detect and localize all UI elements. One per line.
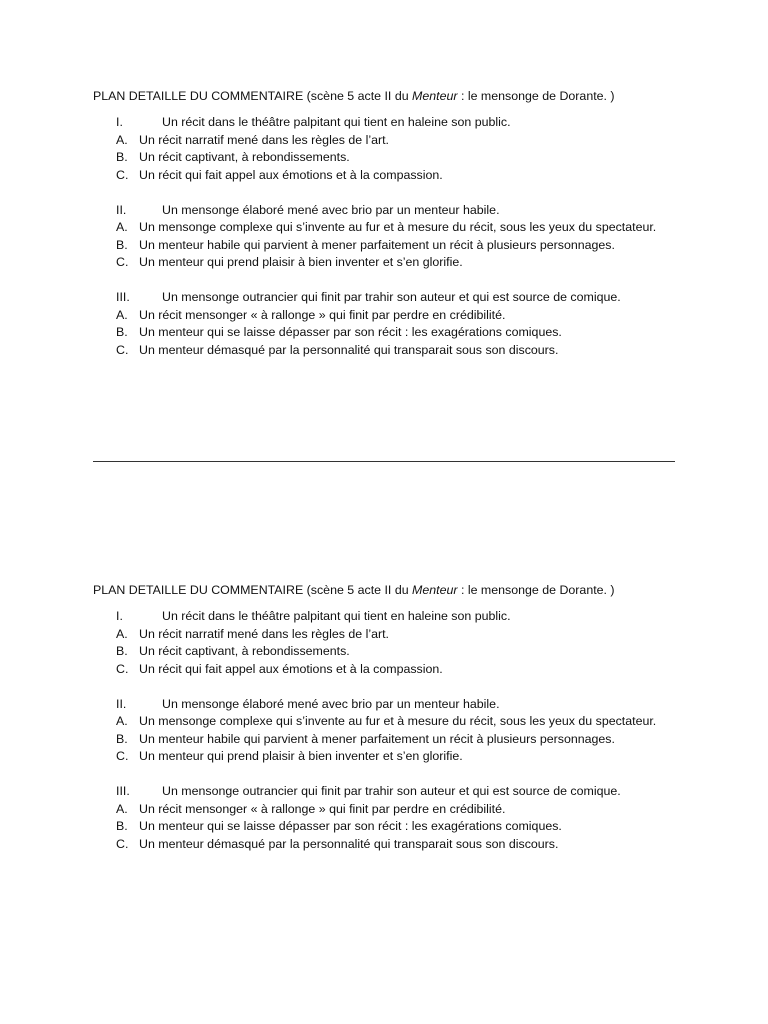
- sub-item-text: Un récit captivant, à rebondissements.: [139, 150, 350, 164]
- title-suffix: : le mensonge de Dorante. ): [457, 89, 615, 103]
- part-number: III.: [116, 290, 130, 304]
- sub-item: [93, 836, 693, 854]
- plan-title: [93, 88, 693, 105]
- sub-letter: B.: [116, 237, 128, 252]
- part-number: III.: [116, 784, 130, 798]
- sub-letter: B.: [116, 644, 128, 658]
- sub-item: [93, 149, 693, 167]
- title-prefix: PLAN DETAILLE DU COMMENTAIRE (scène 5 acte II du: [93, 89, 413, 103]
- sub-item: [93, 237, 693, 255]
- sub-letter: B.: [116, 150, 128, 164]
- sub-item-text: Un récit qui fait appel aux émotions et à la compassion.: [139, 167, 443, 182]
- sub-letter: B.: [116, 819, 128, 833]
- sub-item: [93, 748, 693, 766]
- sub-item-text: Un menteur habile qui parvient à mener parfaitement un récit à plusieurs personnages.: [139, 237, 615, 252]
- sub-item-text: Un récit mensonger « à rallonge » qui finit par perdre en crédibilité.: [139, 307, 506, 322]
- part-heading-text: Un mensonge outrancier qui finit par trahir son auteur et qui est source de comique.: [162, 290, 621, 304]
- sub-letter: B.: [116, 325, 128, 339]
- sub-letter: C.: [116, 342, 129, 357]
- sub-item: [93, 661, 693, 679]
- sub-letter: A.: [116, 801, 128, 816]
- sub-item: [93, 342, 693, 360]
- plan-copy-2: [93, 582, 693, 871]
- title-work: Menteur: [412, 89, 458, 103]
- sub-letter: C.: [116, 661, 129, 676]
- sub-letter: A.: [116, 132, 128, 147]
- sub-item: [93, 713, 693, 731]
- sub-item-text: Un mensonge complexe qui s’invente au fur et à mesure du récit, sous les yeux du spectateur.: [139, 714, 657, 728]
- sub-item-text: Un mensonge complexe qui s’invente au fur et à mesure du récit, sous les yeux du spectateur.: [139, 220, 657, 234]
- sub-item: [93, 731, 693, 749]
- section-3: [93, 289, 693, 359]
- sub-letter: C.: [116, 836, 129, 851]
- sub-item-text: Un récit captivant, à rebondissements.: [139, 644, 350, 658]
- sub-item-text: Un récit narratif mené dans les règles de l’art.: [139, 132, 389, 147]
- sub-item-text: Un menteur démasqué par la personnalité qui transparait sous son discours.: [139, 342, 559, 357]
- sub-item-text: Un récit narratif mené dans les règles de l’art.: [139, 626, 389, 641]
- part-heading: [93, 114, 693, 132]
- part-heading: [93, 289, 693, 307]
- sub-item-text: Un menteur démasqué par la personnalité qui transparait sous son discours.: [139, 836, 559, 851]
- section-2: [93, 202, 693, 272]
- sub-item: [93, 132, 693, 150]
- sub-letter: A.: [116, 307, 128, 322]
- part-number: I.: [116, 115, 123, 129]
- sub-letter: C.: [116, 167, 129, 182]
- sub-item-text: Un menteur qui prend plaisir à bien inventer et s’en glorifie.: [139, 749, 463, 763]
- sub-item-text: Un menteur habile qui parvient à mener parfaitement un récit à plusieurs personnages.: [139, 731, 615, 746]
- sub-item-text: Un récit qui fait appel aux émotions et à la compassion.: [139, 661, 443, 676]
- section-3: [93, 783, 693, 853]
- sub-item: [93, 219, 693, 237]
- sub-letter: A.: [116, 714, 128, 728]
- part-heading-text: Un récit dans le théâtre palpitant qui tient en haleine son public.: [162, 115, 511, 129]
- sub-item-text: Un récit mensonger « à rallonge » qui finit par perdre en crédibilité.: [139, 801, 506, 816]
- section-2: [93, 696, 693, 766]
- part-number: II.: [116, 202, 127, 217]
- sub-letter: C.: [116, 749, 129, 763]
- sub-item-text: Un menteur qui se laisse dépasser par son récit : les exagérations comiques.: [139, 325, 562, 339]
- sub-item: [93, 324, 693, 342]
- sub-item-text: Un menteur qui prend plaisir à bien inventer et s’en glorifie.: [139, 255, 463, 269]
- sub-letter: A.: [116, 626, 128, 641]
- part-heading: [93, 608, 693, 626]
- part-heading-text: Un mensonge élaboré mené avec brio par un menteur habile.: [162, 696, 500, 711]
- sub-item: [93, 626, 693, 644]
- section-1: [93, 114, 693, 184]
- part-heading: [93, 783, 693, 801]
- part-heading-text: Un récit dans le théâtre palpitant qui tient en haleine son public.: [162, 609, 511, 623]
- part-heading-text: Un mensonge élaboré mené avec brio par un menteur habile.: [162, 202, 500, 217]
- part-heading: [93, 202, 693, 220]
- sub-item: [93, 643, 693, 661]
- sub-letter: A.: [116, 220, 128, 234]
- part-heading-text: Un mensonge outrancier qui finit par trahir son auteur et qui est source de comique.: [162, 784, 621, 798]
- sub-item: [93, 801, 693, 819]
- plan-copy-1: [93, 88, 693, 377]
- sub-item: [93, 307, 693, 325]
- sub-item: [93, 167, 693, 185]
- section-1: [93, 608, 693, 678]
- title-suffix: : le mensonge de Dorante. ): [457, 583, 615, 597]
- sub-item-text: Un menteur qui se laisse dépasser par son récit : les exagérations comiques.: [139, 819, 562, 833]
- sub-item: [93, 254, 693, 272]
- part-heading: [93, 696, 693, 714]
- plan-title: [93, 582, 693, 599]
- title-prefix: PLAN DETAILLE DU COMMENTAIRE (scène 5 acte II du: [93, 583, 413, 597]
- sub-letter: C.: [116, 255, 129, 269]
- part-number: II.: [116, 696, 127, 711]
- part-number: I.: [116, 609, 123, 623]
- sub-letter: B.: [116, 731, 128, 746]
- title-work: Menteur: [412, 583, 458, 597]
- horizontal-divider: [93, 461, 675, 462]
- sub-item: [93, 818, 693, 836]
